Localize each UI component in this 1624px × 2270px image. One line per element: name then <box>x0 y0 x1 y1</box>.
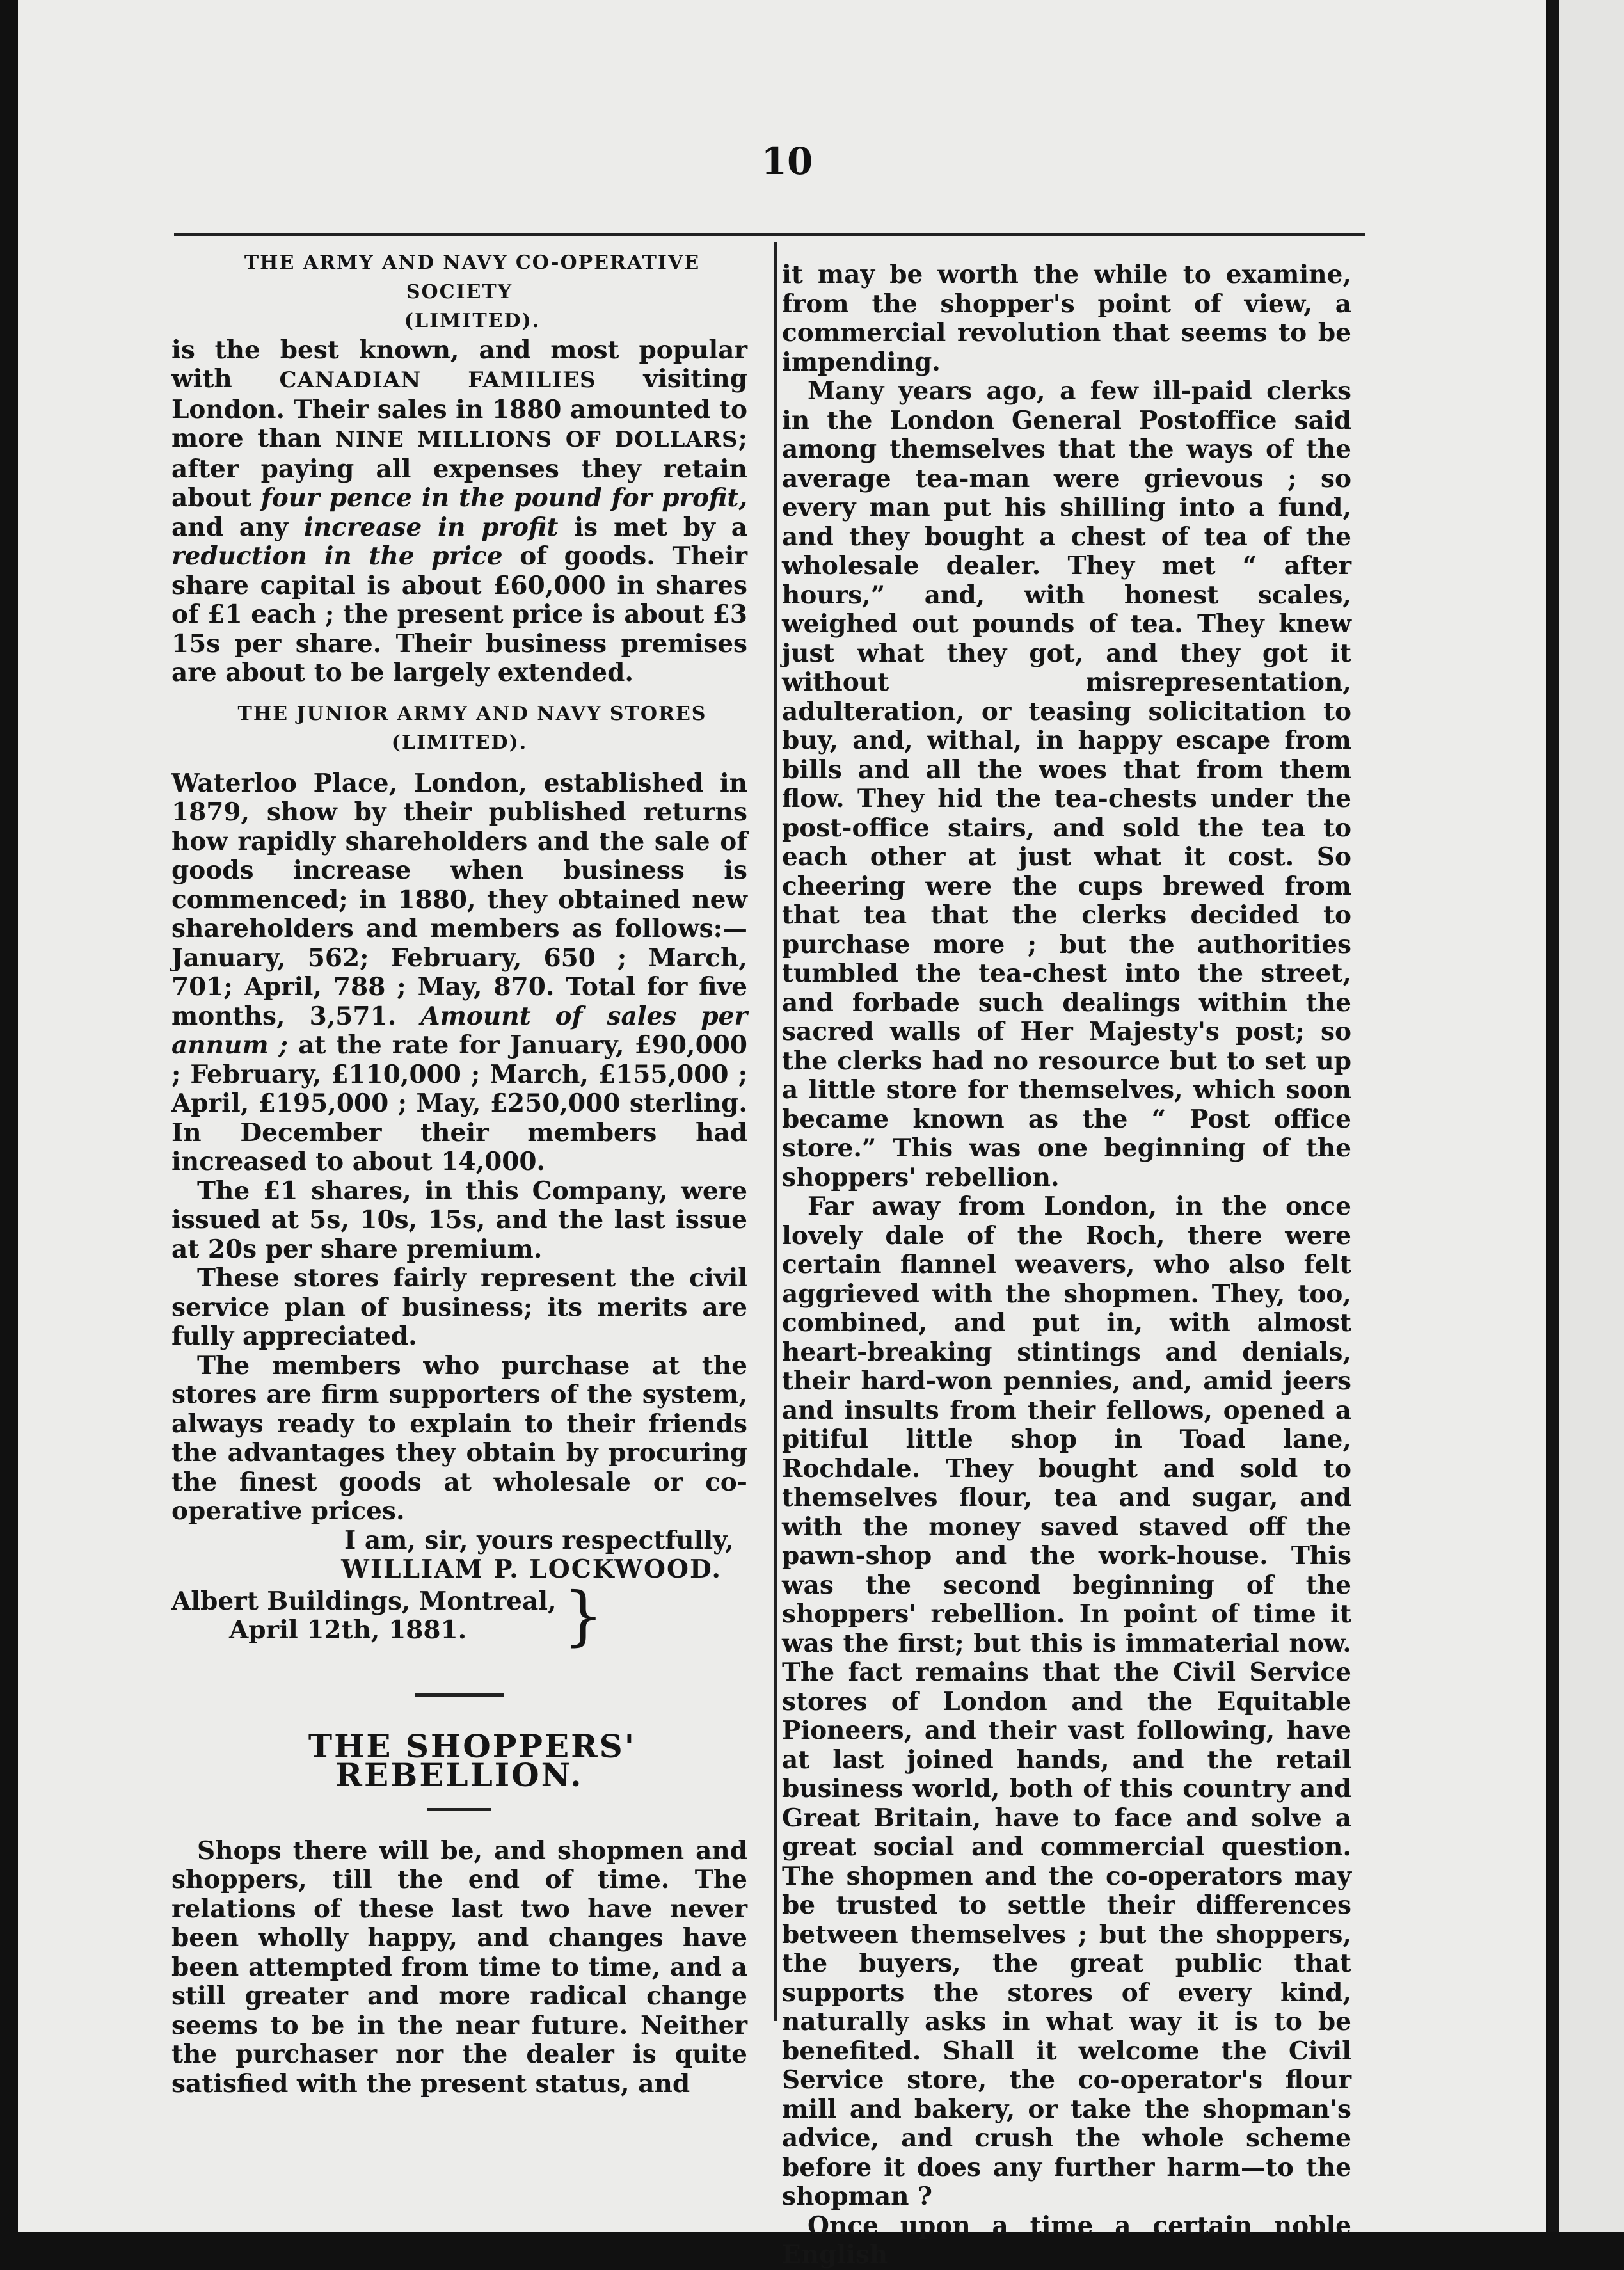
header-rule <box>174 233 1365 236</box>
section-heading-junior-stores: THE JUNIOR ARMY AND NAVY STORES (LIMITED). <box>237 702 707 754</box>
text-run-italic: Amount of sales per annum ; <box>171 1001 748 1060</box>
text-run-italic: increase in profit <box>303 512 559 542</box>
spacer <box>171 688 747 699</box>
paragraph-civil-service: These stores fairly represent the civil service plan of business; its merits are fully appreciated. <box>171 1263 747 1351</box>
letter-signature: WILLIAM P. LOCKWOOD. <box>341 1555 722 1584</box>
address-line: Albert Buildings, Montreal, <box>171 1586 557 1616</box>
paragraph-shares: The £1 shares, in this Company, were issued at 5s, 10s, 15s, and the last issue at 20s per share premium. <box>171 1176 747 1264</box>
text-run-italic: reduction in the price <box>171 541 503 571</box>
adjacent-page-edge <box>1548 0 1624 2232</box>
column-divider <box>774 242 777 2021</box>
spacer <box>171 1645 747 1693</box>
section-heading-army-navy: THE ARMY AND NAVY CO-OPERATIVE SOCIETY <box>244 252 701 303</box>
spacer <box>171 1697 747 1732</box>
article-paragraph-postoffice: Many years ago, a few ill-paid clerks in the London General Postoffice said among themselves that the ways of the average tea-man were grievous ; so every man put his shilling into a fund, and they bought a chest of tea of the wholesale dealer. They met “ after hours,” and, with honest scales, weighed out pounds of tea. They knew just what they got, and they got it without misrepresentation, adulteration, or teasing solicitation to buy, and, withal, in happy escape from bills and all the woes that from them flow. They hid the tea-chests under the post-office stairs, and sold the tea to each other at just what it cost. So cheering were the cups brewed from that tea that the clerks decided to purchase more ; but the authorities tumbled the tea-chest into the street, and forbade such dealings within the sacred walls of Her Majesty's post; so the clerks had no resource but to set up a little store for themselves, which soon became known as the “ Post office store.” This was one beginning of the shoppers' rebellion. <box>782 376 1351 1192</box>
address-block <box>171 1587 557 1645</box>
article-paragraph-rochdale: Far away from London, in the once lovely dale of the Roch, there were certain flannel weavers, who also felt aggrieved with the shopmen. They, too, combined, and put in, with almost heart-breaking stintings and denials, their hard-won pennies, and, amid jeers and insults from their fellows, opened a pitiful little shop in Toad lane, Rochdale. They bought and sold to themselves flour, tea and sugar, and with the money saved staved off the pawn-shop and the work-house. This was the second beginning of the shoppers' rebellion. In point of time it was the first; but this is immaterial now. The fact remains that the Civil Service stores of London and the Equitable Pioneers, and their vast following, have at last joined hands, and the retail business world, both of this country and Great Britain, have to face and solve a great social and commercial question. The shopmen and the co-operators may be trusted to settle their differences between themselves ; but the shoppers, the buyers, the great public that supports the stores of every kind, naturally asks in what way it is to be benefited. Shall it welcome the Civil Service store, the co-operator's flour mill and bakery, or take the shopman's advice, and crush the whole scheme before it does any further harm—to the shopman ? <box>782 1192 1351 2211</box>
text-run: and any <box>171 512 289 542</box>
text-run-smallcaps: CANADIAN FAMILIES <box>279 367 596 393</box>
text-run: Waterloo Place, London, established in 1879, show by their published returns how rapidly shareholders and the sale of goods increase when business is commenced; in 1880, they obtained new shareholders and members as follows:—January, 562; February, 650 ; March, 701; April, 788 ; May, 870. Total for five months, 3,571. <box>171 768 747 1031</box>
text-run-italic: four pence in the pound for profit, <box>261 483 747 513</box>
text-run: at the rate for January, £90,000 ; February, £110,000 ; March, £155,000 ; April, £195,000 ; May, £250,000 sterling. In December their members had increased to about 14,000. <box>171 1030 748 1176</box>
paragraph-army-navy <box>171 336 747 688</box>
text-run: ; after paying all expenses they retain about <box>171 424 748 513</box>
text-run-smallcaps: NINE MILLIONS OF DOLLARS <box>335 427 738 452</box>
article-paragraph-noble: Once upon a time a certain noble English <box>782 2210 1351 2269</box>
left-column <box>171 248 747 2098</box>
date-line: April 12th, 1881. <box>229 1615 467 1645</box>
right-column <box>782 260 1351 2270</box>
article-paragraph: Shops there will be, and shopmen and shoppers, till the end of time. The relations of these last two have never been wholly happy, and changes have been attempted from time to time, and a still greater and more radical change seems to be in the near future. Neither the purchaser nor the dealer is quite satisfied with the present status, and <box>171 1835 747 2098</box>
page-number: 10 <box>761 140 813 183</box>
section-heading-limited: (LIMITED). <box>404 310 541 332</box>
paragraph-members: The members who purchase at the stores are firm supporters of the system, always ready to explain to their friends the advantages they obtain by procuring the finest goods at wholesale or co-operative prices. <box>171 1350 747 1526</box>
letter-address <box>171 1578 747 1653</box>
letter-closing: I am, sir, yours respectfully, <box>344 1525 734 1555</box>
paragraph-junior-stores <box>171 769 747 1177</box>
text-run: is the best known, and most popular with <box>171 335 747 394</box>
text-run: of goods. Their share capital is about £60,000 in shares of £1 each ; the present price is about £3 15s per share. Their business premises are about to be largely extended. <box>171 541 747 687</box>
spacer <box>171 758 747 769</box>
brace-glyph: } <box>562 1578 604 1653</box>
spacer <box>171 1811 747 1837</box>
article-paragraph-continued: it may be worth the while to examine, from the shopper's point of view, a commercial revolution that seems to be impending. <box>782 260 1351 377</box>
text-run: visiting London. Their sales in 1880 amounted to more than <box>171 364 748 453</box>
text-run: is met by a <box>574 512 748 542</box>
article-title: THE SHOPPERS' REBELLION. <box>308 1727 637 1794</box>
